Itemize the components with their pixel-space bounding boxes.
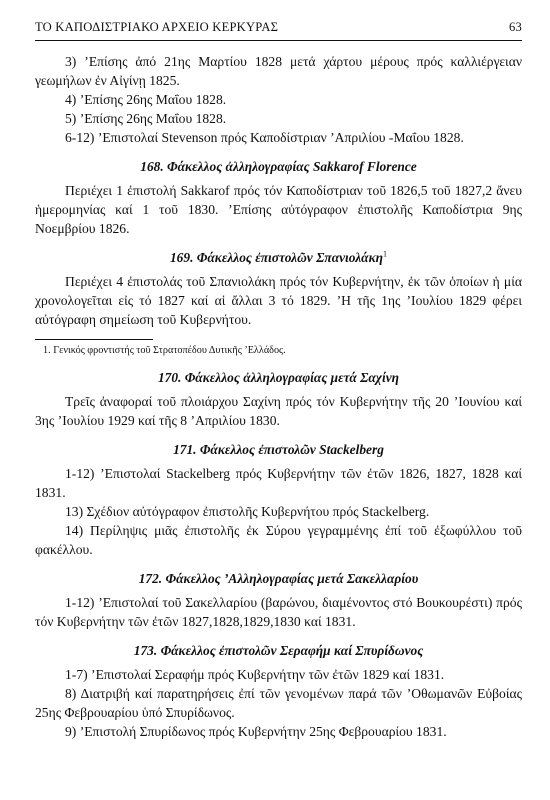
running-header: [35, 18, 522, 41]
section-paragraph: 9) ’Επιστολή Σπυρίδωνος πρός Κυβερνήτην 25ης Φεβρουαρίου 1831.: [65, 724, 447, 739]
intro-entry: 3) ’Επίσης ἀπό 21ης Μαρτίου 1828 μετά χάρτου μέρους πρός καλλιέργειαν γεωμήλων ἐν Αἰγίνῃ 1825.: [35, 54, 522, 88]
running-title: ΤΟ ΚΑΠΟΔΙΣΤΡΙΑΚΟ ΑΡΧΕΙΟ ΚΕΡΚΥΡΑΣ: [35, 20, 279, 34]
section-heading-169: 169. Φάκελλος ἐπιστολῶν Σπανιολάκη$^1$: [169, 249, 388, 265]
section-paragraph: 1-7) ’Επιστολαί Σεραφήμ πρός Κυβερνήτην τῶν ἐτῶν 1829 καί 1831.: [65, 667, 445, 682]
section-paragraph: Περιέχει 4 ἐπιστολάς τοῦ Σπανιολάκη πρός τόν Κυβερνήτην, ἐκ τῶν ὁποίων ἡ μία χρονολογεῖται εἰς τό 1827 καί αἱ ἄλλαι 3 τό 1829. ’Η τῆς 1ης ’Ιουλίου 1829 φέρει αὐτόγραφη σημείωση τοῦ Κυβερνήτου.: [35, 274, 522, 327]
section-paragraph: Περιέχει 1 ἐπιστολή Sakkarof πρός τόν Καποδίστριαν τοῦ 1826,5 τοῦ 1827,2 ἄνευ ἡμερομηνίας καί 1 τοῦ 1830. ’Επίσης αὐτόγραφον ἐπιστολῆς Καποδίστρια 9ης Νοεμβρίου 1826.: [35, 183, 522, 236]
section-paragraph: Τρεῖς ἀναφοραί τοῦ πλοιάρχου Σαχίνη πρός τόν Κυβερνήτην τῆς 20 ’Ιουνίου καί 3ης ’Ιουλίου 1929 καί τῆς 8 ’Απριλίου 1830.: [35, 394, 522, 428]
intro-entry: 4) ’Επίσης 26ης Μαΐου 1828.: [65, 92, 227, 107]
footnote-divider: [35, 339, 153, 340]
section-heading-168: 168. Φάκελλος ἀλληλογραφίας Sakkarof Florence: [140, 159, 417, 174]
section-heading-171: 171. Φάκελλος ἐπιστολῶν Stackelberg: [173, 442, 384, 457]
intro-entry: 6-12) ’Επιστολαί Stevenson πρός Καποδίστριαν ’Απριλίου -Μαΐου 1828.: [65, 130, 464, 145]
section-paragraph: 1-12) ’Επιστολαί Stackelberg πρός Κυβερνήτην τῶν ἐτῶν 1826, 1827, 1828 καί 1831.: [35, 466, 522, 500]
intro-entry: 5) ’Επίσης 26ης Μαΐου 1828.: [65, 111, 227, 126]
section-paragraph: 8) Διατριβή καί παρατηρήσεις ἐπί τῶν γενομένων παρά τῶν ’Οθωμανῶν Εὐβοίας 25ης Φεβρουαρίου ὑπό Σπυρίδωνος.: [35, 686, 522, 720]
section-paragraph: 13) Σχέδιον αὐτόγραφον ἐπιστολῆς Κυβερνήτου πρός Stackelberg.: [65, 504, 430, 519]
section-heading-170: 170. Φάκελλος ἀλληλογραφίας μετά Σαχίνη: [157, 370, 400, 385]
page-number: 63: [509, 20, 522, 34]
footnote-marker: 1: [383, 249, 388, 259]
section-heading-173: 173. Φάκελλος ἐπιστολῶν Σεραφήμ καί Σπυρίδωνος: [133, 643, 424, 658]
footnote: 1. Γενικός φροντιστής τοῦ Στρατοπέδου Δυτικῆς ’Ελλάδος.: [43, 345, 286, 356]
section-paragraph: 1-12) ’Επιστολαί τοῦ Σακελλαρίου (βαρώνου, διαμένοντος στό Βουκουρέστι) πρός τόν Κυβερνήτην τῶν ἐτῶν 1827,1828,1829,1830 καί 1831.: [35, 595, 522, 629]
section-heading-172: 172. Φάκελλος ’Αλληλογραφίας μετά Σακελλαρίου: [138, 571, 419, 586]
section-paragraph: 14) Περίληψις μιᾶς ἐπιστολῆς ἐκ Σύρου γεγραμμένης ἐπί τοῦ ἐξωφύλλου τοῦ φακέλλου.: [35, 523, 522, 557]
